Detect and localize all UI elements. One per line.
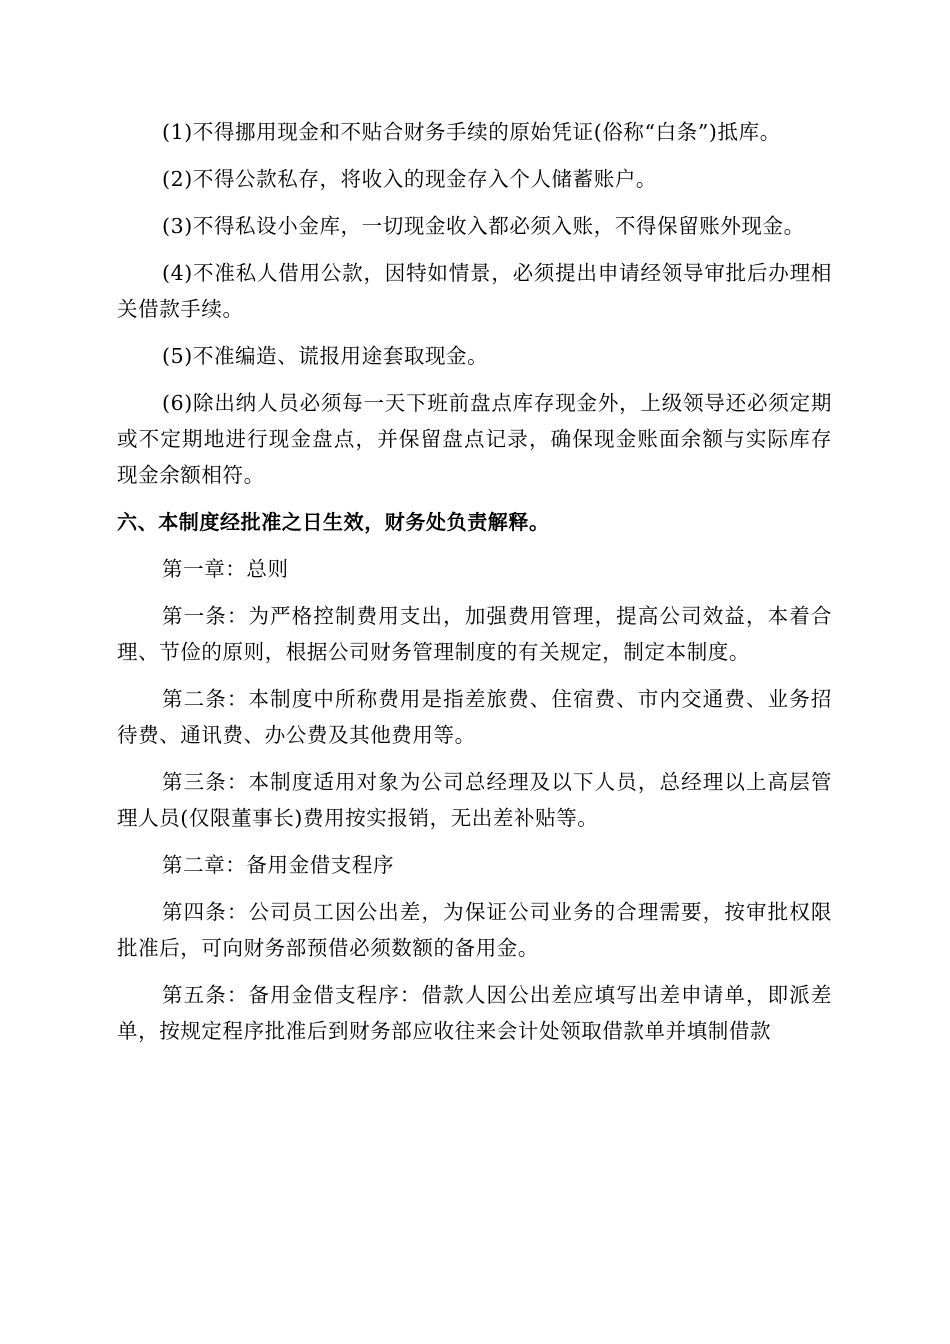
rule-item-4: (4)不准私人借用公款，因特如情景，必须提出申请经领导审批后办理相关借款手续。: [117, 261, 832, 321]
rule-item-6: (6)除出纳人员必须每一天下班前盘点库存现金外，上级领导还必须定期或不定期地进行现金盘点，并保留盘点记录，确保现金账面余额与实际库存现金余额相符。: [117, 391, 832, 487]
rule-item-1: (1)不得挪用现金和不贴合财务手续的原始凭证(俗称“白条”)抵库。: [162, 120, 781, 144]
rule-item-3: (3)不得私设小金库，一切现金收入都必须入账，不得保留账外现金。: [162, 214, 805, 238]
article-1: 第一条：为严格控制费用支出，加强费用管理，提高公司效益，本着合理、节俭的原则，根据公司财务管理制度的有关规定，制定本制度。: [117, 604, 832, 664]
article-3: 第三条：本制度适用对象为公司总经理及以下人员，总经理以上高层管理人员(仅限董事长)费用按实报销，无出差补贴等。: [117, 770, 832, 830]
article-4: 第四条：公司员工因公出差，为保证公司业务的合理需要，按审批权限批准后，可向财务部预借必须数额的备用金。: [117, 900, 832, 960]
chapter-title: 第二章：备用金借支程序: [162, 853, 395, 877]
rule-item-2: (2)不得公款私存，将收入的现金存入个人储蓄账户。: [162, 167, 658, 191]
section-heading: 六、本制度经批准之日生效，财务处负责解释。: [117, 510, 550, 534]
chapter-title: 第一章：总则: [162, 557, 289, 581]
article-5: 第五条：备用金借支程序：借款人因公出差应填写出差申请单，即派差单，按规定程序批准后到财务部应收往来会计处领取借款单并填制借款: [117, 983, 832, 1043]
article-2: 第二条：本制度中所称费用是指差旅费、住宿费、市内交通费、业务招待费、通讯费、办公费及其他费用等。: [117, 687, 832, 747]
rule-item-5: (5)不准编造、谎报用途套取现金。: [162, 344, 489, 368]
